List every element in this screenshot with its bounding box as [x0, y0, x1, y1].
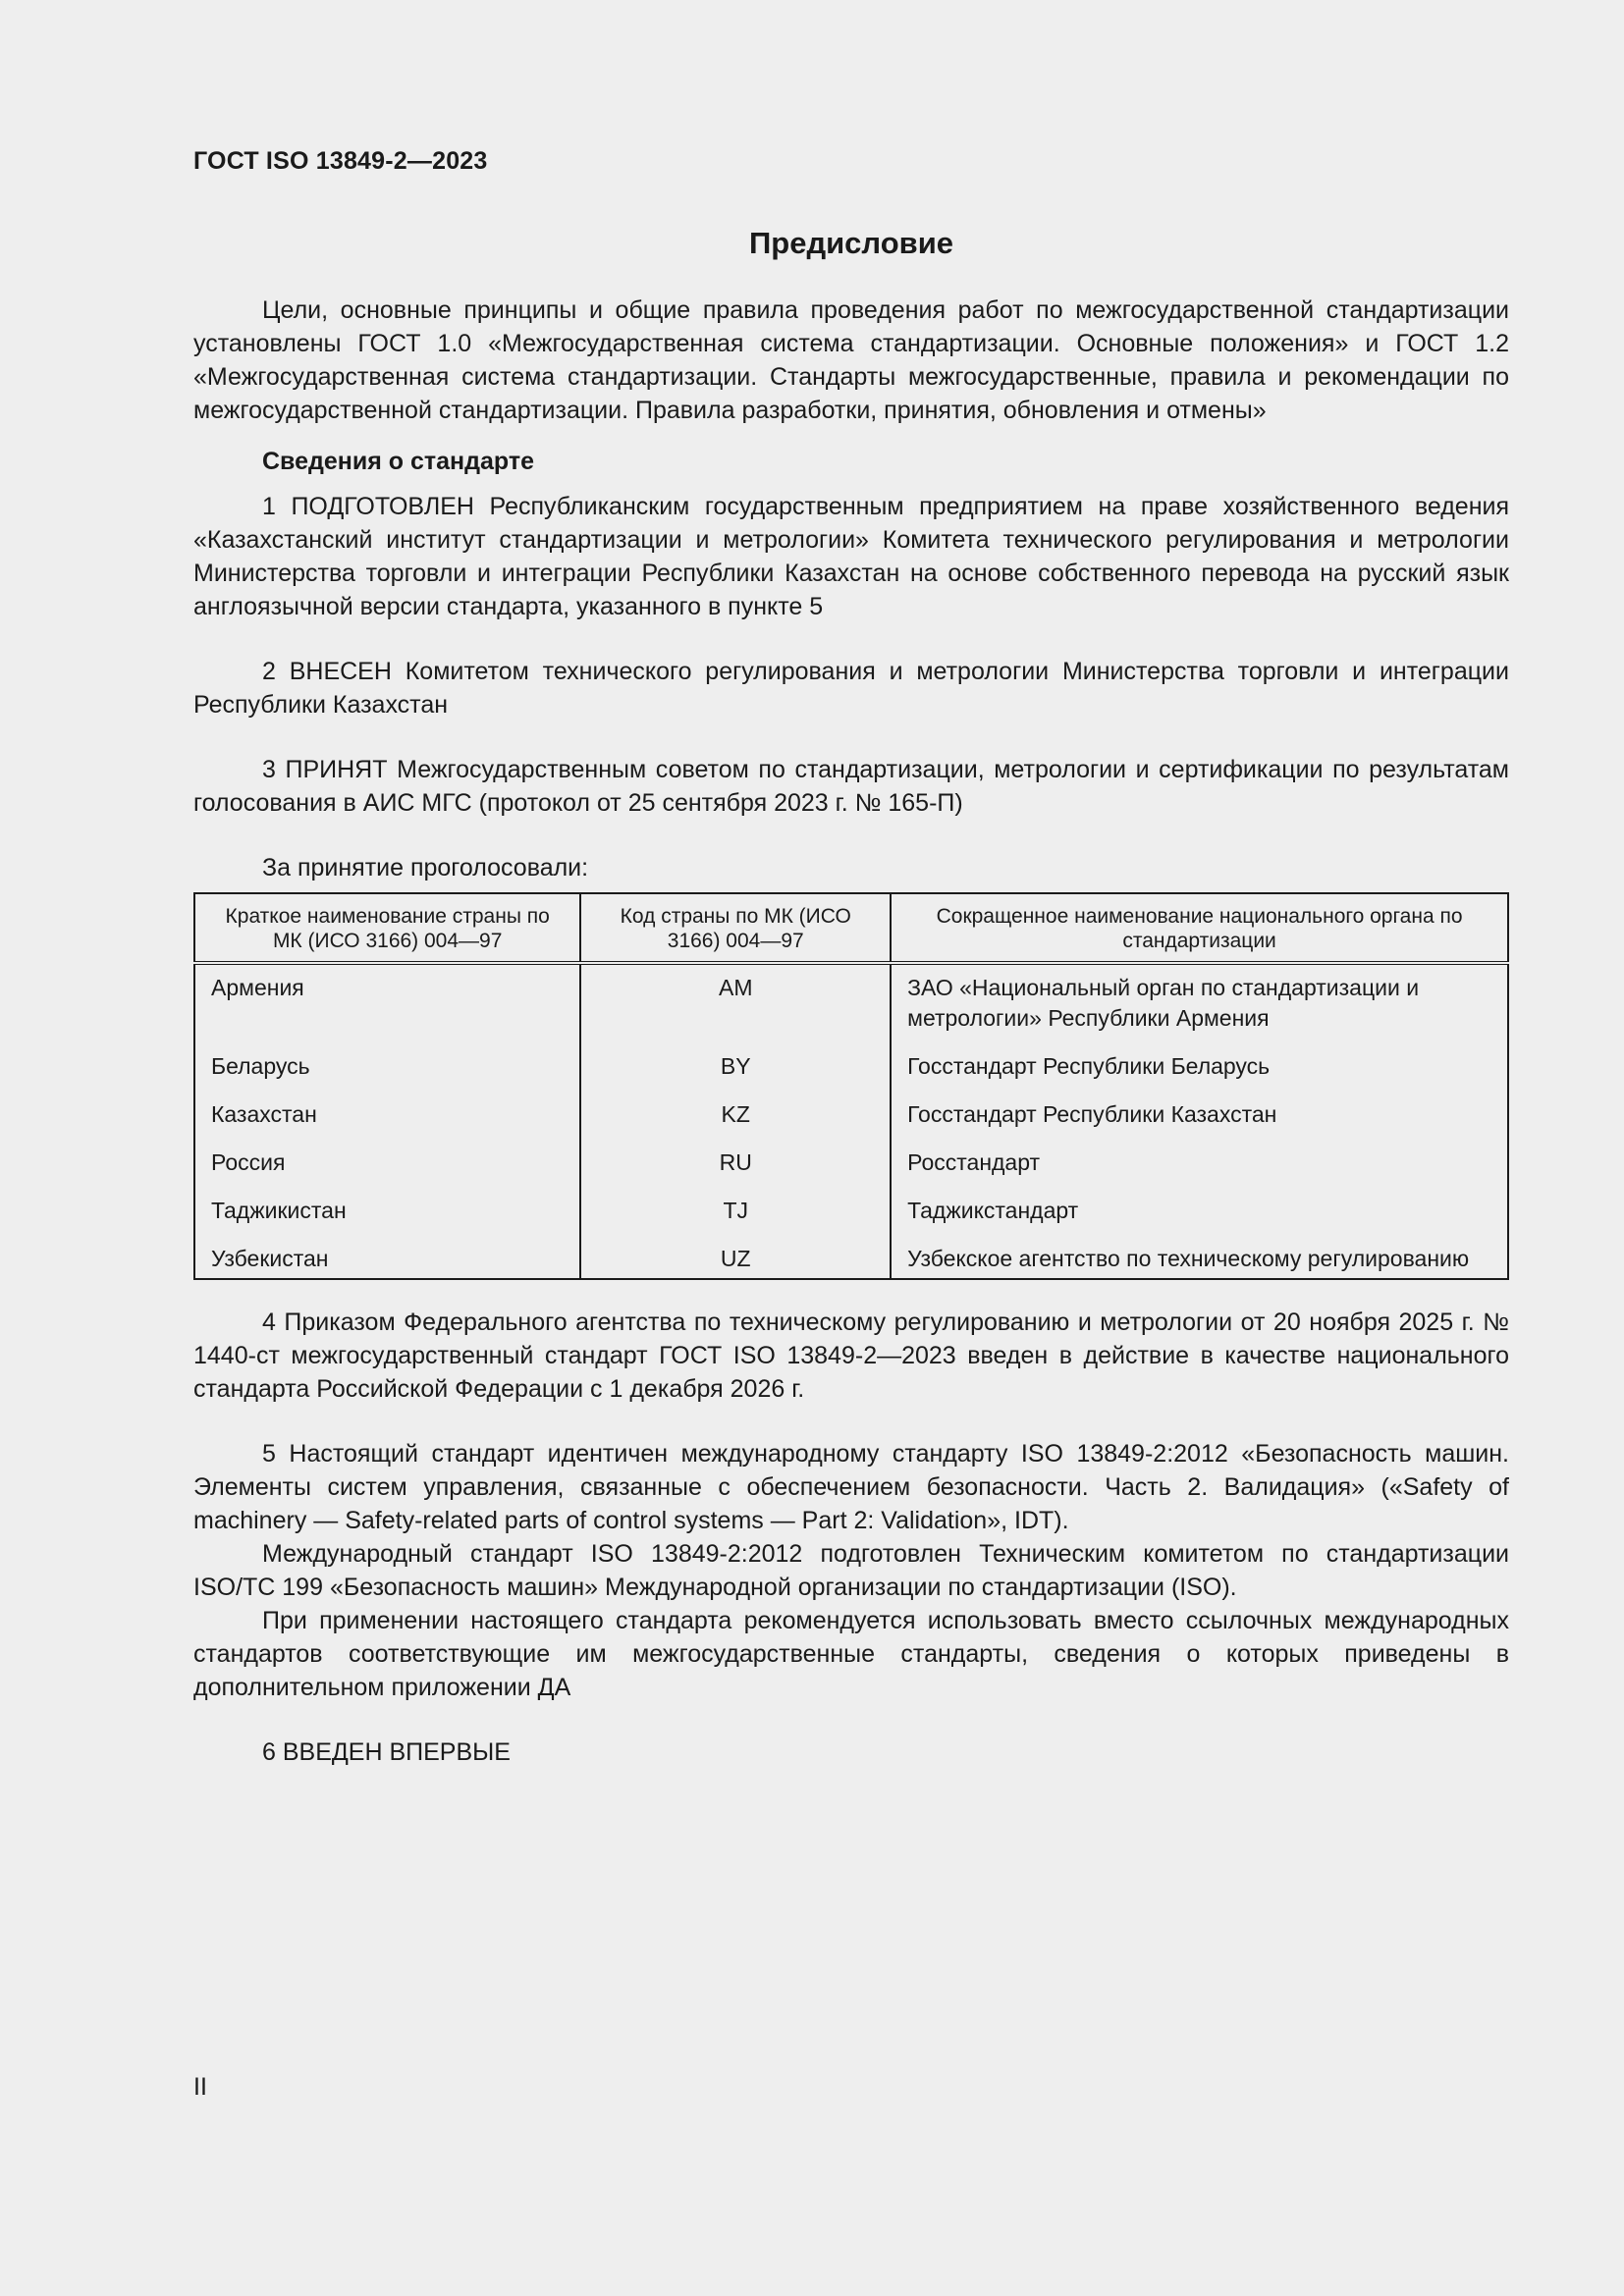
cell-code: UZ: [580, 1238, 891, 1279]
table-row: [194, 1045, 1508, 1094]
table-row: [194, 1142, 1508, 1190]
cell-code: RU: [580, 1142, 891, 1190]
header-national-body: Сокращенное наименование национального органа по стандартизации: [891, 893, 1508, 963]
cell-country: Беларусь: [194, 1045, 580, 1094]
item-4-order: 4 Приказом Федерального агентства по техническому регулированию и метрологии от 20 ноября 2025 г. № 1440-ст межгосударственный стандарт ГОСТ ISO 13849-2—2023 введен в действие в качестве национального стандарта Российской Федерации с 1 декабря 2026 г.: [193, 1308, 1509, 1403]
item-6-introduced: 6 ВВЕДЕН ВПЕРВЫЕ: [262, 1738, 511, 1766]
cell-code: KZ: [580, 1094, 891, 1142]
cell-code: AM: [580, 963, 891, 1045]
cell-body: Узбекское агентство по техническому регулированию: [891, 1238, 1508, 1279]
table-header-row: [194, 893, 1508, 963]
cell-code: TJ: [580, 1190, 891, 1238]
cell-country: Россия: [194, 1142, 580, 1190]
header-country-code: Код страны по МК (ИСО 3166) 004—97: [580, 893, 891, 963]
table-row: [194, 1190, 1508, 1238]
cell-body: Госстандарт Республики Казахстан: [891, 1094, 1508, 1142]
cell-body: Таджикстандарт: [891, 1190, 1508, 1238]
table-row: [194, 1094, 1508, 1142]
document-code: ГОСТ ISO 13849-2—2023: [193, 147, 488, 175]
cell-body: Росстандарт: [891, 1142, 1508, 1190]
preface-content: [193, 221, 1509, 1769]
info-heading: Сведения о стандарте: [262, 448, 535, 475]
cell-code: BY: [580, 1045, 891, 1094]
cell-country: Узбекистан: [194, 1238, 580, 1279]
cell-body: ЗАО «Национальный орган по стандартизации и метрологии» Республики Армения: [891, 963, 1508, 1045]
item-2-submitted: 2 ВНЕСЕН Комитетом технического регулирования и метрологии Министерства торговли и интеграции Республики Казахстан: [193, 658, 1509, 719]
page-number: II: [193, 2073, 207, 2101]
intro-paragraph: Цели, основные принципы и общие правила проведения работ по межгосударственной стандартизации установлены ГОСТ 1.0 «Межгосударственная система стандартизации. Основные положения» и ГОСТ 1.2 «Межгосударственная система стандартизации. Стандарты межгосударственные, правила и рекомендации по межгосударственной стандартизации. Правила разработки, принятия, обновления и отмены»: [193, 296, 1509, 424]
item-5-references: При применении настоящего стандарта рекомендуется использовать вместо ссылочных международных стандартов соответствующие им межгосударственные стандарты, сведения о которых приведены в дополнительном приложении ДА: [193, 1607, 1509, 1701]
cell-country: Армения: [194, 963, 580, 1045]
table-row: [194, 963, 1508, 1045]
vote-intro: За принятие проголосовали:: [262, 854, 589, 881]
item-5-identical: 5 Настоящий стандарт идентичен международному стандарту ISO 13849-2:2012 «Безопасность машин. Элементы систем управления, связанные с обеспечением безопасности. Часть 2. Валидация» («Safety of machinery — Safety-related parts of control systems — Part 2: Validation», IDT).: [193, 1440, 1509, 1534]
page-title: Предисловие: [748, 226, 953, 260]
item-5-committee: Международный стандарт ISO 13849-2:2012 подготовлен Техническим комитетом по стандартизации ISO/TC 199 «Безопасность машин» Международной организации по стандартизации (ISO).: [193, 1540, 1509, 1601]
voting-table: [193, 892, 1509, 1280]
table-row: [194, 1238, 1508, 1279]
cell-country: Казахстан: [194, 1094, 580, 1142]
item-1-prepared: 1 ПОДГОТОВЛЕН Республиканским государственным предприятием на праве хозяйственного ведения «Казахстанский институт стандартизации и метрологии» Комитета технического регулирования и метрологии Министерства торговли и интеграции Республики Казахстан на основе собственного перевода на русский язык англоязычной версии стандарта, указанного в пункте 5: [193, 493, 1509, 620]
cell-body: Госстандарт Республики Беларусь: [891, 1045, 1508, 1094]
header-country-name: Краткое наименование страны по МК (ИСО 3166) 004—97: [194, 893, 580, 963]
cell-country: Таджикистан: [194, 1190, 580, 1238]
item-3-adopted: 3 ПРИНЯТ Межгосударственным советом по стандартизации, метрологии и сертификации по результатам голосования в АИС МГС (протокол от 25 сентября 2023 г. № 165-П): [193, 756, 1509, 817]
